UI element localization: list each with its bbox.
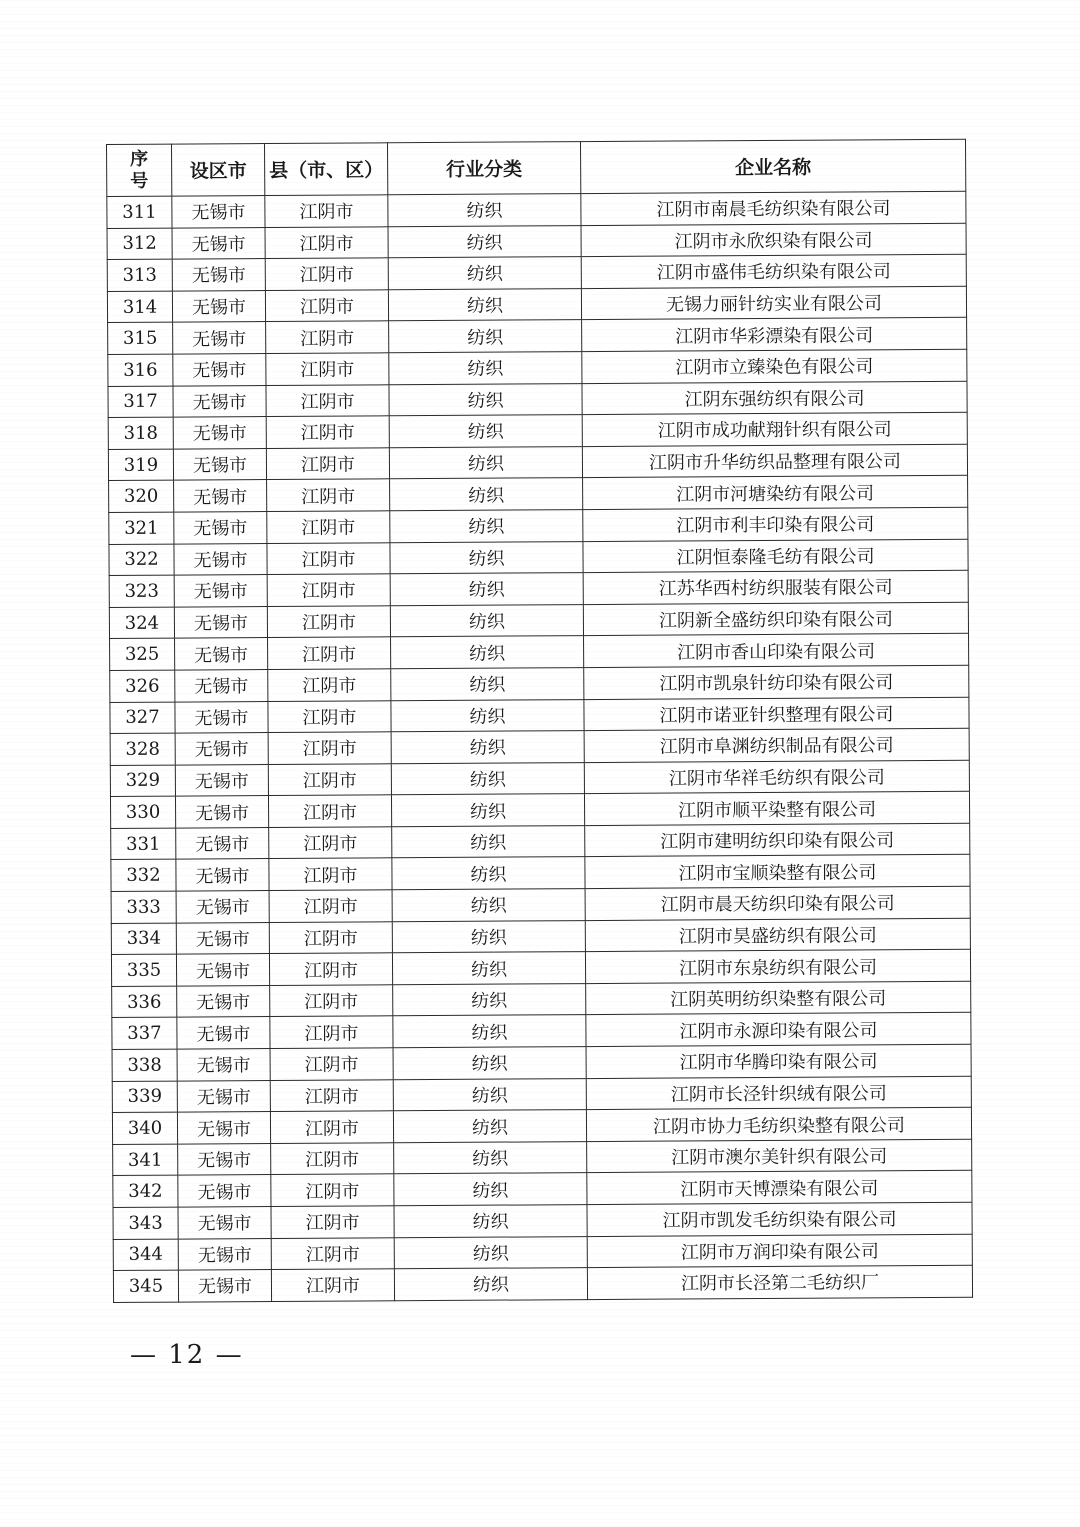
cell-industry: 纺织 — [391, 762, 584, 795]
table-row — [111, 918, 970, 955]
table-row — [112, 981, 971, 1018]
cell-county: 江阴市 — [271, 1269, 394, 1301]
cell-industry: 纺织 — [390, 510, 583, 543]
cell-industry: 纺织 — [393, 1015, 586, 1048]
cell-seq: 337 — [112, 1018, 177, 1050]
cell-city: 无锡市 — [175, 796, 268, 828]
cell-county: 江阴市 — [269, 953, 392, 985]
cell-city: 无锡市 — [175, 638, 268, 670]
cell-industry: 纺织 — [392, 889, 585, 922]
table-row — [110, 728, 969, 765]
cell-name: 江阴市长泾针织绒有限公司 — [586, 1076, 971, 1110]
cell-seq: 339 — [112, 1081, 177, 1113]
cell-county: 江阴市 — [265, 226, 388, 258]
table-row — [108, 412, 967, 449]
cell-city: 无锡市 — [174, 480, 267, 512]
cell-county: 江阴市 — [267, 574, 390, 606]
cell-name: 江阴市天博漂染有限公司 — [587, 1171, 972, 1205]
cell-name: 江阴英明纺织染整有限公司 — [586, 981, 971, 1015]
cell-county: 江阴市 — [267, 511, 390, 543]
cell-name: 江阴市永欣织染有限公司 — [581, 223, 966, 257]
cell-name: 江阴市香山印染有限公司 — [584, 634, 969, 668]
cell-name: 江阴市利丰印染有限公司 — [583, 507, 968, 541]
cell-seq: 312 — [107, 228, 172, 260]
cell-industry: 纺织 — [392, 952, 585, 985]
table-row — [108, 318, 967, 355]
header-seq-line1: 序 — [130, 148, 149, 170]
cell-name: 江阴市永源印染有限公司 — [586, 1013, 971, 1047]
cell-industry: 纺织 — [392, 825, 585, 858]
cell-seq: 321 — [109, 512, 174, 544]
table-row — [113, 1139, 972, 1176]
cell-city: 无锡市 — [177, 985, 270, 1017]
cell-county: 江阴市 — [270, 1016, 393, 1048]
cell-name: 江阴市诺亚针织整理有限公司 — [584, 697, 969, 731]
cell-industry: 纺织 — [394, 1205, 587, 1238]
cell-industry: 纺织 — [391, 731, 584, 764]
cell-county: 江阴市 — [268, 700, 391, 732]
cell-county: 江阴市 — [270, 1111, 393, 1143]
cell-seq: 343 — [113, 1207, 178, 1239]
table-row — [113, 1234, 972, 1271]
cell-industry: 纺织 — [392, 857, 585, 890]
cell-seq: 334 — [111, 923, 176, 955]
cell-city: 无锡市 — [174, 606, 267, 638]
table-row — [110, 634, 969, 671]
cell-city: 无锡市 — [175, 701, 268, 733]
table-row — [111, 855, 970, 892]
cell-city: 无锡市 — [174, 511, 267, 543]
header-industry: 行业分类 — [387, 142, 580, 195]
cell-seq: 330 — [110, 796, 175, 828]
cell-county: 江阴市 — [271, 1143, 394, 1175]
cell-county: 江阴市 — [270, 1079, 393, 1111]
table-row — [108, 349, 967, 386]
cell-industry: 纺织 — [389, 352, 582, 385]
cell-industry: 纺织 — [390, 604, 583, 637]
table-row — [113, 1202, 972, 1239]
cell-county: 江阴市 — [267, 542, 390, 574]
header-name: 企业名称 — [580, 139, 965, 193]
cell-city: 无锡市 — [176, 922, 269, 954]
cell-city: 无锡市 — [173, 448, 266, 480]
cell-county: 江阴市 — [268, 637, 391, 669]
cell-city: 无锡市 — [176, 954, 269, 986]
cell-name: 江阴市盛伟毛纺织染有限公司 — [581, 254, 966, 288]
cell-county: 江阴市 — [268, 669, 391, 701]
cell-name: 江阴市华祥毛纺织有限公司 — [584, 760, 969, 794]
cell-county: 江阴市 — [271, 1237, 394, 1269]
table-row — [109, 476, 968, 513]
cell-seq: 329 — [110, 765, 175, 797]
table-body — [107, 191, 973, 1302]
cell-city: 无锡市 — [177, 1112, 270, 1144]
cell-seq: 320 — [109, 480, 174, 512]
cell-industry: 纺织 — [389, 415, 582, 448]
table-row — [110, 760, 969, 797]
cell-industry: 纺织 — [389, 446, 582, 479]
cell-name: 江阴市华腾印染有限公司 — [586, 1044, 971, 1078]
cell-seq: 325 — [110, 638, 175, 670]
cell-name: 江阴恒泰隆毛纺有限公司 — [583, 539, 968, 573]
cell-seq: 340 — [112, 1112, 177, 1144]
cell-industry: 纺织 — [391, 699, 584, 732]
cell-seq: 326 — [110, 670, 175, 702]
cell-city: 无锡市 — [172, 196, 265, 228]
cell-name: 江阴市东泉纺织有限公司 — [585, 949, 970, 983]
cell-name: 江阴市立臻染色有限公司 — [582, 349, 967, 383]
cell-seq: 317 — [108, 386, 173, 418]
cell-county: 江阴市 — [269, 921, 392, 953]
table-row — [112, 1013, 971, 1050]
cell-city: 无锡市 — [176, 891, 269, 923]
cell-industry: 纺织 — [391, 636, 584, 669]
cell-name: 江阴市长泾第二毛纺织厂 — [587, 1265, 972, 1299]
cell-industry: 纺织 — [388, 288, 581, 321]
cell-seq: 328 — [110, 733, 175, 765]
cell-county: 江阴市 — [266, 321, 389, 353]
cell-city: 无锡市 — [178, 1207, 271, 1239]
cell-seq: 344 — [113, 1239, 178, 1271]
cell-name: 江阴市凯发毛纺织染有限公司 — [587, 1202, 972, 1236]
cell-seq: 333 — [111, 891, 176, 923]
table-row — [107, 223, 966, 260]
cell-county: 江阴市 — [265, 258, 388, 290]
cell-name: 江阴市宝顺染整有限公司 — [585, 855, 970, 889]
cell-seq: 345 — [113, 1270, 178, 1302]
cell-name: 江阴市澳尔美针织有限公司 — [587, 1139, 972, 1173]
cell-industry: 纺织 — [393, 1110, 586, 1143]
table-row — [110, 697, 969, 734]
table-row — [111, 823, 970, 860]
cell-city: 无锡市 — [174, 543, 267, 575]
page-number: — 12 — — [130, 1340, 244, 1370]
cell-seq: 335 — [111, 954, 176, 986]
cell-industry: 纺织 — [394, 1268, 587, 1301]
header-row — [107, 139, 966, 196]
cell-industry: 纺织 — [388, 225, 581, 258]
table-row — [112, 1076, 971, 1113]
cell-seq: 311 — [107, 196, 172, 228]
cell-city: 无锡市 — [175, 733, 268, 765]
cell-industry: 纺织 — [393, 983, 586, 1016]
cell-seq: 342 — [113, 1175, 178, 1207]
cell-industry: 纺织 — [393, 1047, 586, 1080]
table-row — [107, 286, 966, 323]
cell-seq: 338 — [112, 1049, 177, 1081]
cell-county: 江阴市 — [266, 448, 389, 480]
cell-name: 江阴新全盛纺织印染有限公司 — [583, 602, 968, 636]
table-row — [110, 665, 969, 702]
cell-city: 无锡市 — [178, 1270, 271, 1302]
cell-seq: 319 — [108, 449, 173, 481]
cell-seq: 318 — [108, 417, 173, 449]
cell-city: 无锡市 — [175, 764, 268, 796]
cell-name: 无锡力丽针纺实业有限公司 — [581, 286, 966, 320]
cell-county: 江阴市 — [268, 795, 391, 827]
cell-city: 无锡市 — [173, 417, 266, 449]
cell-industry: 纺织 — [390, 478, 583, 511]
cell-industry: 纺织 — [394, 1173, 587, 1206]
cell-seq: 341 — [113, 1144, 178, 1176]
cell-county: 江阴市 — [269, 827, 392, 859]
cell-name: 江阴市协力毛纺织染整有限公司 — [586, 1107, 971, 1141]
table-row — [111, 886, 970, 923]
header-seq — [107, 144, 172, 196]
cell-name: 江苏华西村纺织服装有限公司 — [583, 570, 968, 604]
cell-seq: 314 — [107, 291, 172, 323]
header-county: 县（市、区） — [265, 143, 388, 196]
cell-seq: 316 — [108, 354, 173, 386]
cell-county: 江阴市 — [266, 353, 389, 385]
header-city: 设区市 — [172, 144, 265, 197]
table-row — [109, 570, 968, 607]
cell-name: 江阴市顺平染整有限公司 — [584, 792, 969, 826]
cell-name: 江阴市华彩漂染有限公司 — [582, 318, 967, 352]
cell-seq: 332 — [111, 860, 176, 892]
cell-city: 无锡市 — [176, 827, 269, 859]
cell-county: 江阴市 — [270, 1048, 393, 1080]
table-row — [112, 1107, 971, 1144]
cell-county: 江阴市 — [270, 985, 393, 1017]
cell-industry: 纺织 — [389, 383, 582, 416]
cell-county: 江阴市 — [266, 416, 389, 448]
cell-name: 江阴市成功献翔针织有限公司 — [582, 412, 967, 446]
cell-city: 无锡市 — [172, 227, 265, 259]
cell-city: 无锡市 — [177, 1049, 270, 1081]
cell-county: 江阴市 — [271, 1206, 394, 1238]
cell-city: 无锡市 — [173, 385, 266, 417]
cell-county: 江阴市 — [269, 890, 392, 922]
table-row — [112, 1044, 971, 1081]
cell-county: 江阴市 — [265, 290, 388, 322]
cell-city: 无锡市 — [178, 1238, 271, 1270]
cell-name: 江阴市升华纺织品整理有限公司 — [582, 444, 967, 478]
cell-industry: 纺织 — [394, 1236, 587, 1269]
table-row — [109, 507, 968, 544]
cell-industry: 纺织 — [390, 573, 583, 606]
cell-industry: 纺织 — [391, 794, 584, 827]
cell-name: 江阴市万润印染有限公司 — [587, 1234, 972, 1268]
cell-city: 无锡市 — [177, 1080, 270, 1112]
cell-name: 江阴市南晨毛纺织染有限公司 — [581, 191, 966, 225]
cell-county: 江阴市 — [269, 858, 392, 890]
table-row — [109, 539, 968, 576]
cell-city: 无锡市 — [172, 259, 265, 291]
cell-seq: 315 — [108, 322, 173, 354]
cell-city: 无锡市 — [178, 1175, 271, 1207]
table-row — [113, 1171, 972, 1208]
cell-seq: 322 — [109, 544, 174, 576]
cell-city: 无锡市 — [175, 669, 268, 701]
cell-industry: 纺织 — [392, 920, 585, 953]
enterprise-table — [106, 139, 973, 1303]
cell-seq: 327 — [110, 702, 175, 734]
cell-city: 无锡市 — [174, 575, 267, 607]
table-row — [109, 602, 968, 639]
cell-industry: 纺织 — [393, 1078, 586, 1111]
cell-name: 江阴市昊盛纺织有限公司 — [585, 918, 970, 952]
cell-industry: 纺织 — [388, 194, 581, 227]
cell-seq: 336 — [112, 986, 177, 1018]
table-row — [110, 792, 969, 829]
table-row — [111, 949, 970, 986]
cell-city: 无锡市 — [177, 1017, 270, 1049]
cell-city: 无锡市 — [178, 1143, 271, 1175]
cell-industry: 纺织 — [388, 257, 581, 290]
cell-name: 江阴市阜渊纺织制品有限公司 — [584, 728, 969, 762]
cell-county: 江阴市 — [271, 1174, 394, 1206]
cell-city: 无锡市 — [176, 859, 269, 891]
cell-name: 江阴市晨天纺织印染有限公司 — [585, 886, 970, 920]
cell-name: 江阴市建明纺织印染有限公司 — [585, 823, 970, 857]
cell-name: 江阴市河塘染纺有限公司 — [583, 476, 968, 510]
cell-name: 江阴东强纺织有限公司 — [582, 381, 967, 415]
table-row — [113, 1265, 972, 1302]
cell-seq: 313 — [107, 259, 172, 291]
table-row — [108, 381, 967, 418]
cell-seq: 324 — [109, 607, 174, 639]
header-seq-line2: 号 — [130, 170, 149, 192]
table-row — [108, 444, 967, 481]
cell-city: 无锡市 — [173, 353, 266, 385]
cell-county: 江阴市 — [265, 195, 388, 227]
table-row — [107, 191, 966, 228]
cell-county: 江阴市 — [267, 605, 390, 637]
table-header — [107, 139, 966, 196]
cell-county: 江阴市 — [267, 479, 390, 511]
cell-industry: 纺织 — [389, 320, 582, 353]
table-row — [107, 254, 966, 291]
cell-industry: 纺织 — [391, 667, 584, 700]
cell-city: 无锡市 — [173, 322, 266, 354]
cell-name: 江阴市凯泉针纺印染有限公司 — [584, 665, 969, 699]
cell-city: 无锡市 — [172, 290, 265, 322]
cell-seq: 323 — [109, 575, 174, 607]
cell-industry: 纺织 — [390, 541, 583, 574]
cell-county: 江阴市 — [268, 763, 391, 795]
cell-county: 江阴市 — [268, 732, 391, 764]
cell-industry: 纺织 — [394, 1141, 587, 1174]
cell-seq: 331 — [111, 828, 176, 860]
cell-county: 江阴市 — [266, 384, 389, 416]
